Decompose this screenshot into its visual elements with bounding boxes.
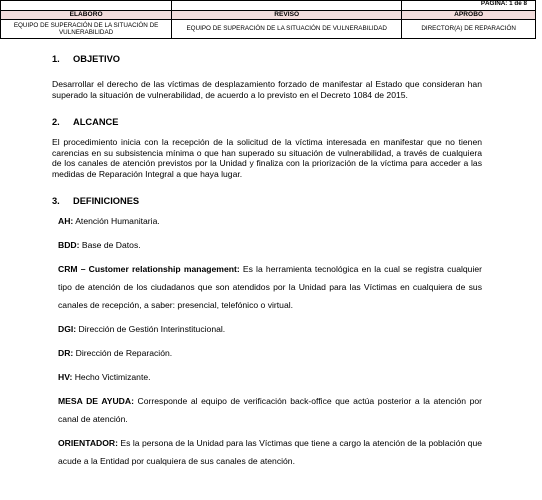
definition-item	[52, 320, 482, 338]
section-heading: DEFINICIONES	[73, 196, 140, 206]
section-objetivo	[52, 54, 482, 100]
header-value-row	[1, 20, 536, 39]
document-header-table	[0, 0, 536, 39]
section-number: 1.	[52, 54, 60, 64]
page-number-label: PÁGINA: 1 de 8	[402, 1, 536, 11]
definition-text: Atención Humanitaria.	[73, 216, 160, 226]
section-title-objetivo	[52, 54, 482, 64]
elaboro-value: EQUIPO DE SUPERACIÓN DE LA SITUACIÓN DE VULNERABILIDAD	[1, 20, 172, 39]
definition-item	[52, 236, 482, 254]
definition-term: DGI:	[58, 324, 77, 334]
definition-term: DR:	[58, 348, 74, 358]
definition-term: HV:	[58, 372, 73, 382]
definition-item	[52, 212, 482, 230]
header-top-row	[1, 1, 536, 11]
aprobo-label: APROBÓ	[402, 11, 536, 20]
definition-item	[52, 392, 482, 428]
definition-term: BDD:	[58, 240, 80, 250]
definition-text: Dirección de Reparación.	[73, 348, 173, 358]
section-heading: OBJETIVO	[73, 54, 121, 64]
definition-text: Corresponde al equipo de verificación back-office que actúa posterior a la atención por canal de atención.	[58, 396, 482, 424]
objetivo-text: Desarrollar el derecho de las víctimas de desplazamiento forzado de manifestar al Estado que consideran han superado la situación de vulnerabilidad, de acuerdo a lo previsto en el Decreto 1084 de 2015.	[52, 79, 482, 100]
header-top-blank-middle	[172, 1, 402, 11]
header-label-row	[1, 11, 536, 20]
reviso-label: REVISÓ	[172, 11, 402, 20]
section-title-definiciones	[52, 196, 482, 206]
definition-term: CRM – Customer relationship management:	[58, 264, 240, 274]
section-alcance	[52, 117, 482, 179]
definition-text: Es la persona de la Unidad para las Víctimas que tiene a cargo la atención de la población que acude a la Entidad por cualquiera de sus canales de atención.	[58, 438, 482, 466]
section-number: 2.	[52, 117, 60, 127]
definition-item	[52, 368, 482, 386]
definition-item	[52, 260, 482, 314]
document-body	[52, 54, 482, 470]
reviso-value: EQUIPO DE SUPERACIÓN DE LA SITUACIÓN DE VULNERABILIDAD	[172, 20, 402, 39]
definition-text: Es la herramienta tecnológica en la cual se registra cualquier tipo de atención de los ciudadanos que son atendidos por la Unidad para las Víctimas en cualquiera de sus canales de recepción, a saber: presencial, telefónico o virtual.	[58, 264, 483, 310]
definition-term: AH:	[58, 216, 74, 226]
definition-item	[52, 344, 482, 362]
section-number: 3.	[52, 196, 60, 206]
definition-term: ORIENTADOR:	[58, 438, 118, 448]
definition-term: MESA DE AYUDA:	[58, 396, 134, 406]
section-heading: ALCANCE	[73, 117, 119, 127]
definition-text: Hecho Victimizante.	[72, 372, 151, 382]
elaboro-label: ELABORÓ	[1, 11, 172, 20]
definition-text: Base de Datos.	[79, 240, 141, 250]
section-definiciones	[52, 196, 482, 470]
definition-text: Dirección de Gestión Interinstitucional.	[76, 324, 226, 334]
header-top-blank-left	[1, 1, 172, 11]
section-title-alcance	[52, 117, 482, 127]
alcance-text: El procedimiento inicia con la recepción de la solicitud de la víctima interesada en manifestar que no tienen carencias en su subsistencia mínima o que han superado su situación de vulnerabilidad, a través de cualquiera de los canales de atención previstos por la Unidad y finaliza con la priorización de la víctima para acceder a las medidas de Reparación Integral a que haya lugar.	[52, 137, 482, 179]
aprobo-value: DIRECTOR(A) DE REPARACIÓN	[402, 20, 536, 39]
definition-item	[52, 434, 482, 470]
